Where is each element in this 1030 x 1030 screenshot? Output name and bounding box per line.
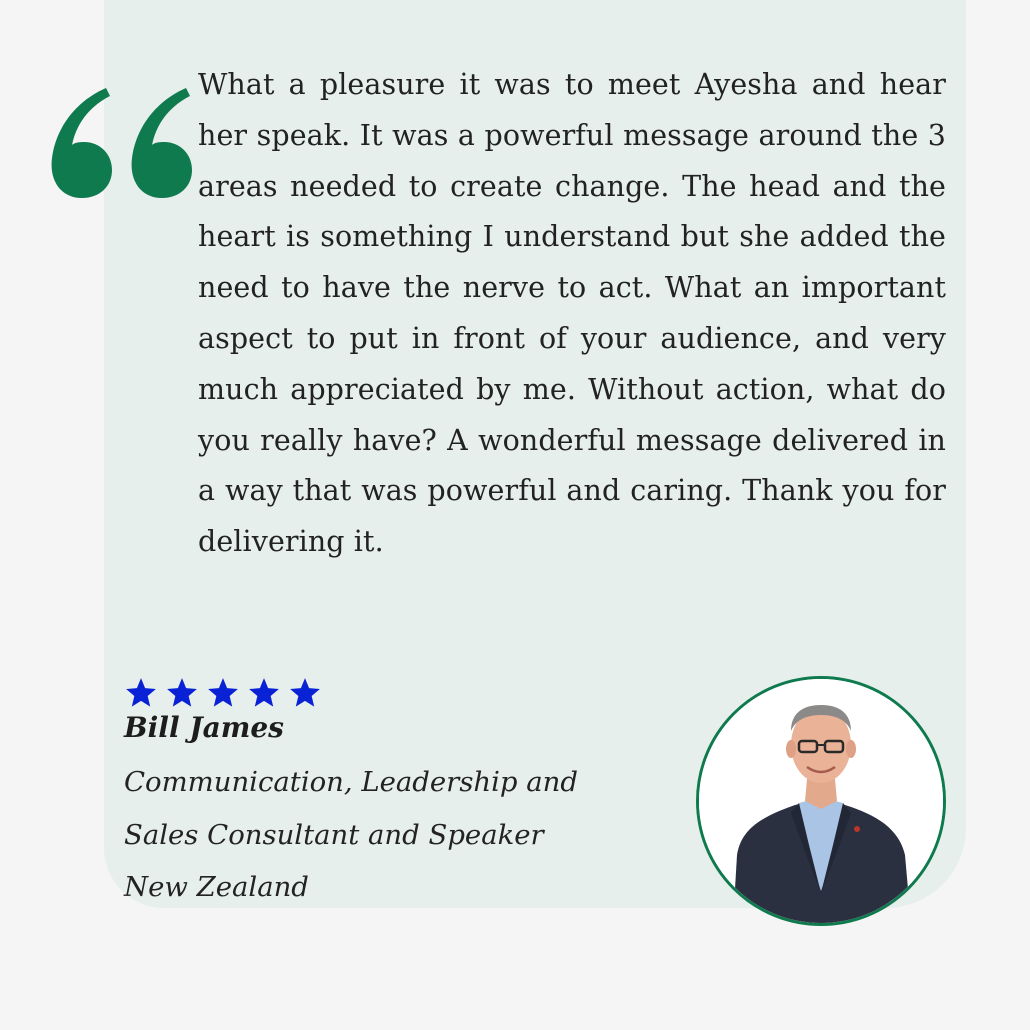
avatar <box>696 676 946 926</box>
star-rating <box>124 676 322 712</box>
star-icon <box>124 676 158 710</box>
author-location: New Zealand <box>124 871 309 903</box>
star-icon <box>165 676 199 710</box>
quote-mark-icon <box>48 84 200 200</box>
author-role-line-1: Communication, Leadership and <box>124 766 578 798</box>
author-name: Bill James <box>124 711 284 744</box>
author-role-line-2: Sales Consultant and Speaker <box>124 818 544 851</box>
author-details <box>124 756 578 914</box>
person-portrait <box>699 679 943 923</box>
testimonial-quote: What a pleasure it was to meet Ayesha and hear her speak. It was a powerful message around the 3 areas needed to create change. The head and the heart is something I understand but she added the need to have the nerve to act. What an important aspect to put in front of your audience, and very much appreciated by me. Without action, what do you really have? A wonderful message delivered in a way that was powerful and caring. Thank you for delivering it. <box>198 68 946 559</box>
star-icon <box>247 676 281 710</box>
star-icon <box>288 676 322 710</box>
star-icon <box>206 676 240 710</box>
